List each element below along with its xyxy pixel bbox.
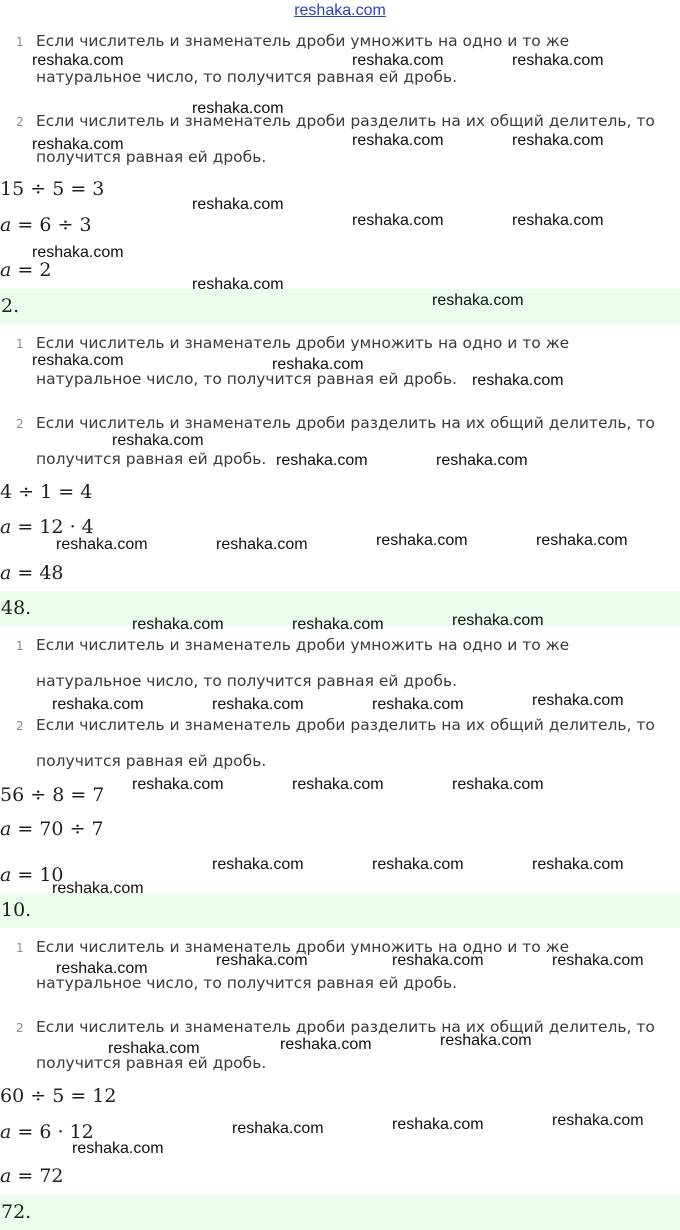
watermark: reshaka.com [292, 616, 384, 633]
rule-text-line: получится равная ей дробь. [36, 1054, 267, 1072]
watermark: reshaka.com [392, 952, 484, 969]
rule-number: 2 [16, 417, 24, 431]
watermark: reshaka.com [280, 1036, 372, 1053]
watermark: reshaka.com [440, 1032, 532, 1049]
watermark: reshaka.com [532, 692, 624, 709]
rule-text-line: Если числитель и знаменатель дроби умножить на одно и то же [36, 636, 570, 654]
rule-number: 1 [16, 35, 24, 49]
rule-text-line: получится равная ей дробь. [36, 450, 267, 468]
answer-value: 2. [1, 295, 20, 317]
watermark: reshaka.com [32, 136, 124, 153]
watermark: reshaka.com [436, 452, 528, 469]
watermark: reshaka.com [552, 952, 644, 969]
math-step-3: a = 72 [0, 1165, 64, 1187]
watermark: reshaka.com [192, 100, 284, 117]
watermark: reshaka.com [352, 212, 444, 229]
watermark: reshaka.com [352, 132, 444, 149]
watermark: reshaka.com [452, 612, 544, 629]
rule-text-line: получится равная ей дробь. [36, 752, 267, 770]
rule-number: 1 [16, 337, 24, 351]
watermark: reshaka.com [372, 696, 464, 713]
watermark: reshaka.com [536, 532, 628, 549]
watermark: reshaka.com [276, 452, 368, 469]
rule-text-line: натуральное число, то получится равная ей дробь. [36, 370, 458, 388]
watermark: reshaka.com [112, 432, 204, 449]
watermark: reshaka.com [212, 856, 304, 873]
answer-value: 72. [1, 1201, 32, 1223]
rule-text-line: Если числитель и знаменатель дроби умножить на одно и то же [36, 32, 570, 50]
math-step-2: a = 6 ÷ 3 [0, 214, 92, 236]
math-step-1: 56 ÷ 8 = 7 [0, 784, 105, 806]
watermark: reshaka.com [452, 776, 544, 793]
watermark: reshaka.com [32, 352, 124, 369]
math-step-3: a = 10 [0, 864, 64, 886]
watermark: reshaka.com [52, 696, 144, 713]
rule-number: 1 [16, 941, 24, 955]
watermark: reshaka.com [192, 196, 284, 213]
rule-text-line: натуральное число, то получится равная ей дробь. [36, 672, 458, 690]
rule-text-line: Если числитель и знаменатель дроби разделить на их общий делитель, то [36, 112, 655, 130]
rule-number: 2 [16, 719, 24, 733]
watermark: reshaka.com [392, 1116, 484, 1133]
watermark: reshaka.com [132, 616, 224, 633]
answer-band [0, 289, 680, 324]
answer-band [0, 893, 680, 928]
watermark: reshaka.com [352, 52, 444, 69]
watermark: reshaka.com [52, 880, 144, 897]
rule-text-line: получится равная ей дробь. [36, 148, 267, 166]
watermark: reshaka.com [232, 1120, 324, 1137]
watermark: reshaka.com [72, 1140, 164, 1157]
rule-text-line: Если числитель и знаменатель дроби умножить на одно и то же [36, 334, 570, 352]
math-step-2: a = 6 · 12 [0, 1121, 94, 1143]
rule-text-line: натуральное число, то получится равная ей дробь. [36, 68, 458, 86]
watermark: reshaka.com [32, 244, 124, 261]
rule-text-line: Если числитель и знаменатель дроби разделить на их общий делитель, то [36, 1018, 655, 1036]
watermark: reshaka.com [372, 856, 464, 873]
watermark: reshaka.com [472, 372, 564, 389]
rule-text-line: Если числитель и знаменатель дроби разделить на их общий делитель, то [36, 414, 655, 432]
watermark: reshaka.com [212, 696, 304, 713]
rule-text-line: Если числитель и знаменатель дроби умножить на одно и то же [36, 938, 570, 956]
math-step-3: a = 48 [0, 562, 64, 584]
rule-text-line: Если числитель и знаменатель дроби разделить на их общий делитель, то [36, 716, 655, 734]
watermark: reshaka.com [192, 276, 284, 293]
watermark: reshaka.com [512, 132, 604, 149]
watermark: reshaka.com [512, 212, 604, 229]
watermark: reshaka.com [216, 952, 308, 969]
site-header-link[interactable]: reshaka.com [294, 2, 386, 19]
watermark: reshaka.com [56, 536, 148, 553]
watermark: reshaka.com [532, 856, 624, 873]
math-step-2: a = 70 ÷ 7 [0, 818, 104, 840]
watermark: reshaka.com [512, 52, 604, 69]
watermark: reshaka.com [56, 960, 148, 977]
answer-value: 10. [1, 899, 32, 921]
watermark: reshaka.com [376, 532, 468, 549]
rule-text-line: натуральное число, то получится равная ей дробь. [36, 974, 458, 992]
watermark: reshaka.com [432, 292, 524, 309]
math-step-1: 4 ÷ 1 = 4 [0, 481, 93, 503]
watermark: reshaka.com [108, 1040, 200, 1057]
rule-number: 2 [16, 1021, 24, 1035]
watermark: reshaka.com [32, 52, 124, 69]
math-step-1: 15 ÷ 5 = 3 [0, 178, 105, 200]
watermark: reshaka.com [552, 1112, 644, 1129]
math-step-1: 60 ÷ 5 = 12 [0, 1085, 117, 1107]
rule-number: 1 [16, 639, 24, 653]
watermark: reshaka.com [216, 536, 308, 553]
math-step-3: a = 2 [0, 259, 52, 281]
watermark: reshaka.com [292, 776, 384, 793]
watermark: reshaka.com [132, 776, 224, 793]
math-step-2: a = 12 · 4 [0, 516, 94, 538]
watermark: reshaka.com [272, 356, 364, 373]
answer-value: 48. [1, 597, 32, 619]
rule-number: 2 [16, 115, 24, 129]
answer-band [0, 1195, 680, 1230]
